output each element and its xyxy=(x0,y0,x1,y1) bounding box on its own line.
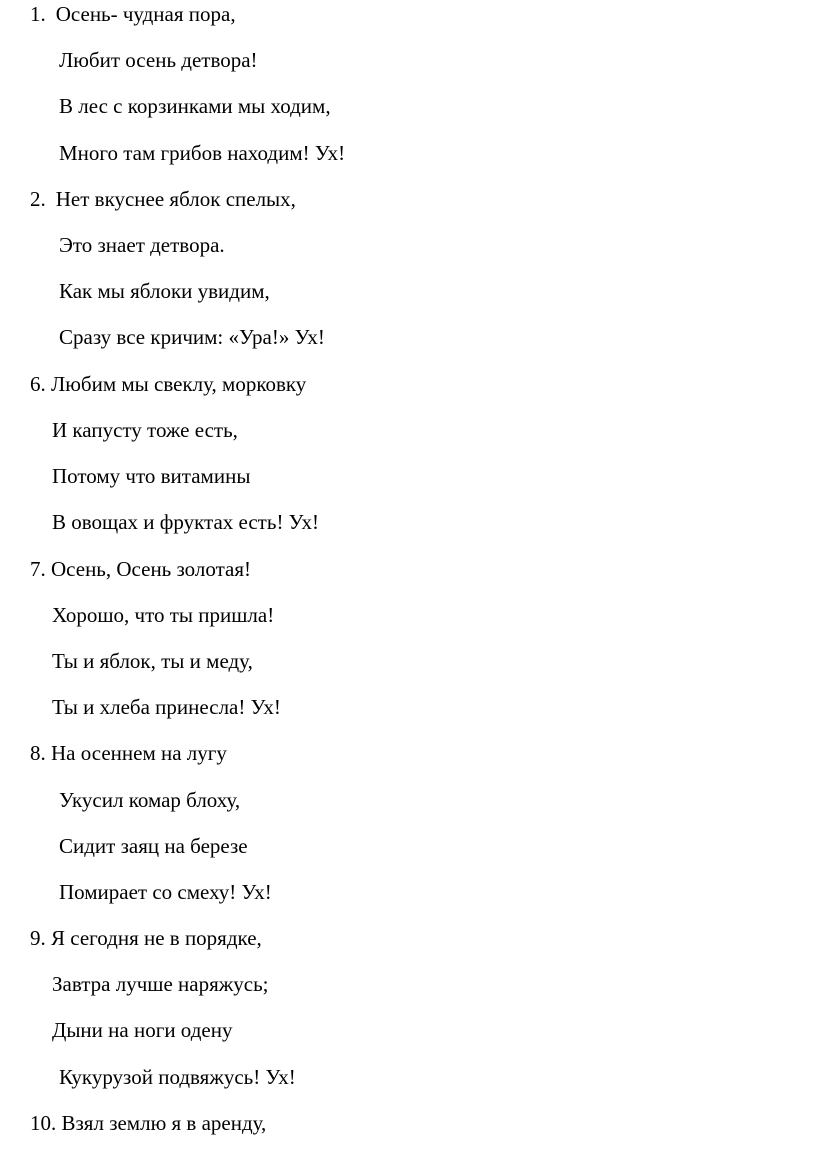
stanza-9-line-3: Дыни на ноги одену xyxy=(52,1018,233,1042)
stanza-7-line-1 xyxy=(30,557,251,581)
stanza-8-line-2: Укусил комар блоху, xyxy=(59,788,241,812)
stanza-2-line-1 xyxy=(30,187,296,211)
stanza-6-line-1-text: Любим мы свеклу, морковку xyxy=(51,372,307,396)
stanza-2-number: 2. xyxy=(30,187,46,211)
stanza-8-line-3: Сидит заяц на березе xyxy=(59,834,248,858)
stanza-8-number: 8. xyxy=(30,741,46,765)
stanza-6-line-4: В овощах и фруктах есть! Ух! xyxy=(52,510,319,534)
stanza-6-number: 6. xyxy=(30,372,46,396)
stanza-7-line-2: Хорошо, что ты пришла! xyxy=(52,603,275,627)
stanza-10-line-1-text: Взял землю я в аренду, xyxy=(61,1111,267,1135)
stanza-8-line-1-text: На осеннем на лугу xyxy=(51,741,227,765)
stanza-2-line-2: Это знает детвора. xyxy=(59,233,225,257)
stanza-9-line-2: Завтра лучше наряжусь; xyxy=(52,972,269,996)
stanza-9-number: 9. xyxy=(30,926,46,950)
stanza-7-line-1-text: Осень, Осень золотая! xyxy=(51,557,252,581)
stanza-1-line-1-text: Осень- чудная пора, xyxy=(55,2,236,26)
stanza-8-line-1 xyxy=(30,741,227,765)
stanza-7-number: 7. xyxy=(30,557,46,581)
stanza-6-line-2: И капусту тоже есть, xyxy=(52,418,238,442)
stanza-6-line-1 xyxy=(30,372,306,396)
stanza-1-line-4: Много там грибов находим! Ух! xyxy=(59,141,346,165)
stanza-9-line-1-text: Я сегодня не в порядке, xyxy=(51,926,262,950)
stanza-10-number: 10. xyxy=(30,1111,57,1135)
stanza-7-line-4: Ты и хлеба принесла! Ух! xyxy=(52,695,281,719)
stanza-1-line-3: В лес с корзинками мы ходим, xyxy=(59,94,331,118)
stanza-2-line-3: Как мы яблоки увидим, xyxy=(59,279,270,303)
stanza-1-number: 1. xyxy=(30,2,46,26)
stanza-2-line-4: Сразу все кричим: «Ура!» Ух! xyxy=(59,325,325,349)
stanza-2-line-1-text: Нет вкуснее яблок спелых, xyxy=(55,187,296,211)
stanza-9-line-1 xyxy=(30,926,262,950)
stanza-8-line-4: Помирает со смеху! Ух! xyxy=(59,880,272,904)
stanza-9-line-4: Кукурузой подвяжусь! Ух! xyxy=(59,1065,296,1089)
stanza-1-line-2: Любит осень детвора! xyxy=(59,48,258,72)
stanza-7-line-3: Ты и яблок, ты и меду, xyxy=(52,649,253,673)
stanza-6-line-3: Потому что витамины xyxy=(52,464,251,488)
stanza-10-line-1 xyxy=(30,1111,266,1135)
stanza-1-line-1 xyxy=(30,2,236,26)
